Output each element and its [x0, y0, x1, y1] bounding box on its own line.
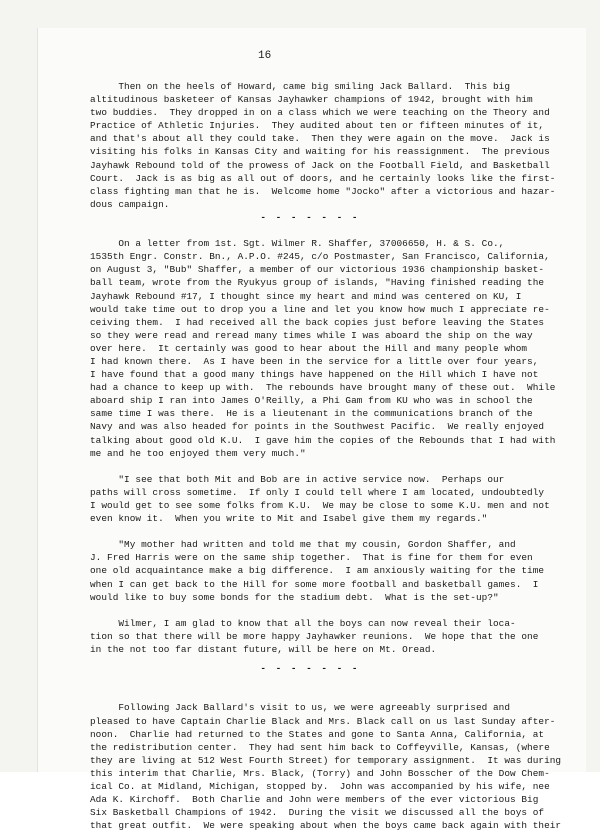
text-line: ical Co. at Midland, Michigan, stopped by. John was accompanied by his wife, nee: [90, 780, 550, 792]
text-line: altitudinous basketeer of Kansas Jayhawker champions of 1942, brought with him: [90, 94, 533, 106]
text-line: ceiving them. I had received all the back copies just before leaving the States: [90, 316, 545, 328]
text-line: paths will cross sometime. If only I could tell where I am located, undoubtedly: [90, 486, 545, 498]
text-line: Court. Jack is as big as all out of doors, and he certainly looks like the first-: [90, 172, 556, 184]
text-line: Jayhawk Rebound told of the prowess of Jack on the Football Field, and Basketball: [90, 159, 550, 171]
text-line: dous campaign.: [90, 198, 170, 210]
text-line: visiting his folks in Kansas City and waiting for his reassignment. The previous: [90, 146, 550, 158]
text-line: Jayhawk Rebound #17, I thought since my heart and mind was centered on KU, I: [90, 290, 522, 302]
text-line: aboard ship I ran into James O'Reilly, a Phi Gam from KU who was in school the: [90, 395, 533, 407]
text-line: same time I was there. He is a lieutenant in the communications branch of the: [90, 408, 533, 420]
text-line: talking about good old K.U. I gave him the copies of the Rebounds that I had with: [90, 434, 556, 446]
text-line: "I see that both Mit and Bob are in active service now. Perhaps our: [90, 473, 505, 485]
text-line: they are living at 512 West Fourth Street) for temporary assignment. It was during: [90, 754, 562, 766]
text-line: tion so that there will be more happy Jayhawker reunions. We hope that the one: [90, 630, 539, 642]
section-separator: - - - - - - -: [260, 663, 360, 675]
text-line: would take time out to drop you a line and let you know how much I appreciate re-: [90, 303, 550, 315]
text-line: Navy and was also headed for points in the Southwest Pacific. We really enjoyed: [90, 421, 545, 433]
text-line: "My mother had written and told me that my cousin, Gordon Shaffer, and: [90, 539, 516, 551]
text-line: Six Basketball Champions of 1942. During the visit we discussed all the boys of: [90, 807, 545, 819]
page-number: 16: [258, 50, 272, 62]
text-line: and that's about all they could take. Then they were again on the move. Jack is: [90, 133, 550, 145]
text-line: class fighting man that he is. Welcome home "Jocko" after a victorious and hazar-: [90, 185, 556, 197]
text-line: that great outfit. We were speaking about when the boys came back again with their: [90, 820, 562, 832]
text-line: in the not too far distant future, will be here on Mt. Oread.: [90, 644, 437, 656]
paragraph: [90, 80, 556, 211]
text-line: On a letter from 1st. Sgt. Wilmer R. Shaffer, 37006650, H. & S. Co.,: [90, 238, 505, 250]
text-line: over here. It certainly was good to hear about the Hill and many people whom: [90, 342, 528, 354]
text-line: noon. Charlie had returned to the States and gone to Santa Anna, California, at: [90, 728, 545, 740]
text-line: I had known there. As I have been in the service for a little over four years,: [90, 355, 539, 367]
text-line: Following Jack Ballard's visit to us, we were agreeably surprised and: [90, 702, 511, 714]
text-line: I would get to see some folks from K.U. We may be close to some K.U. men and not: [90, 500, 550, 511]
text-line: would like to buy some bonds for the stadium debt. What is the set-up?": [90, 591, 499, 603]
text-line: 1535th Engr. Constr. Bn., A.P.O. #245, c/o Postmaster, San Francisco, California,: [90, 251, 550, 263]
text-line: when I can get back to the Hill for some more football and basketball games. I: [90, 578, 539, 590]
text-line: J. Fred Harris were on the same ship together. That is fine for them for even: [90, 552, 533, 564]
text-line: one old acquaintance make a big difference. I am anxiously waiting for the time: [90, 565, 545, 577]
paragraph: [90, 473, 550, 525]
paragraph: [90, 237, 556, 460]
text-line: had a chance to keep up with. The rebounds have brought many of these out. While: [90, 382, 556, 394]
text-line: even know it. When you write to Mit and Isabel give them my regards.": [90, 513, 488, 525]
text-line: this interim that Charlie, Mrs. Black, (Torry) and John Bosscher of the Dow Chem-: [90, 767, 550, 779]
text-line: me and he too enjoyed them very much.": [90, 447, 306, 459]
text-line: on August 3, "Bub" Shaffer, a member of our victorious 1936 championship basket-: [90, 264, 545, 276]
paragraph: [90, 701, 562, 832]
text-line: Ada K. Kirchoff. Both Charlie and John were members of the ever victorious Big: [90, 794, 539, 806]
text-line: ball team, wrote from the Ryukyus group of islands, "Having finished reading the: [90, 277, 545, 289]
section-separator: - - - - - - -: [260, 211, 360, 223]
text-line: so they were read and reread many times while I was aboard the ship on the way: [90, 329, 533, 341]
text-line: pleased to have Captain Charlie Black and Mrs. Black call on us last Sunday after-: [90, 715, 556, 727]
text-line: I have found that a good many things have happened on the Hill which I have not: [90, 369, 539, 381]
paragraph: [90, 617, 539, 656]
document-body: [90, 80, 562, 832]
text-line: Wilmer, I am glad to know that all the boys can now reveal their loca-: [90, 617, 516, 629]
text-line: Then on the heels of Howard, came big smiling Jack Ballard. This big: [90, 81, 511, 92]
text-line: two buddies. They dropped in on a class which we were teaching on the Theory and: [90, 107, 550, 119]
paragraph: [90, 538, 545, 603]
text-line: the redistribution center. They had sent him back to Coffeyville, Kansas, (where: [90, 741, 550, 753]
text-line: Practice of Athletic Injuries. They audited about ten or fifteen minutes of it,: [90, 120, 545, 132]
